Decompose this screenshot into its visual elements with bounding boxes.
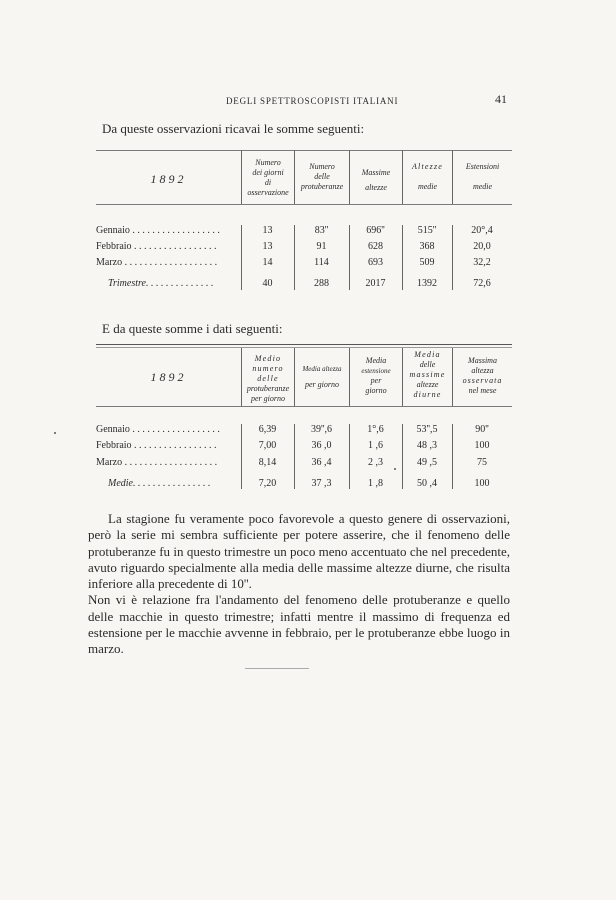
table-header-rule <box>96 204 512 205</box>
intro-sentence-2: E da queste somme i dati seguenti: <box>102 321 283 336</box>
column-header: Massima altezza osservata nel mese <box>462 356 503 395</box>
table-top-rule <box>96 150 512 151</box>
column-header: Numero dei giorni di osservazione <box>247 158 289 197</box>
margin-mark <box>394 468 396 470</box>
column-header: Media estensione per giorno <box>361 356 391 395</box>
paragraph: La stagione fu veramente poco favorevole a questo genere di osservazioni, però la serie mi sembra sufficiente per potere asserire, che il fenomeno delle protuberanze fu in questo trimestre un poco meno accentuato che nel precedente, avuto riguardo specialmente alla media delle massime altezze diurne, che risulta inferiore alla precedente di 10''. <box>88 511 510 592</box>
column-divider <box>241 150 242 204</box>
margin-mark <box>54 432 56 434</box>
column-header: Medio numero delle protuberanze per giorno <box>246 354 290 403</box>
column-header: Altezze medie <box>411 162 444 191</box>
column-header: Estensioni medie <box>465 162 500 191</box>
column-header: Massime altezze <box>361 168 391 192</box>
table-year: 1892 <box>150 172 187 186</box>
paragraph: Non vi è relazione fra l'andamento del fenomeno delle protuberanze e quello delle macchie in questo trimestre; infatti mentre il massimo di frequenza ed estensione per le macchie avvenne in febbraio, per le protuberanze ebbe luogo in marzo. <box>88 592 510 657</box>
running-title: DEGLI SPETTROSCOPISTI ITALIANI <box>226 96 399 106</box>
table-header-rule <box>96 406 512 407</box>
end-rule <box>245 668 309 669</box>
table-year: 1892 <box>150 370 187 384</box>
table-derived-data: 1892 Medio numero delle protuberanze per giorno Media altezza per giorno Media estensione per giorno Media delle massime altezze diurne Massima altezza osservata nel mese Gennaio . . . . . . . . . . . . . . . . . . 6,39 39'',6 1°,6 53'',5 90'' Febbraio . . . . . . . . . . . . . . . . . 7,00 36 ,0 1 ,6 48 ,3 100 Marzo . . . . . . . . . . . . . . . . . . . 8,14 36 ,4 2 ,3 49 ,5 75 Medie. . . . . . . . . . . . . . . . 7,20 37 ,3 1 ,8 50 ,4 100 <box>96 344 512 494</box>
table-sums: 1892 Numero dei giorni di osservazione Numero delle protuberanze Massime altezze Altezze medie Estensioni medie Gennaio . . . . . . . . . . . . . . . . . . 13 83'' 696'' 515'' 20°,4 Febbraio . . . . . . . . . . . . . . . . . 13 91 628 368 20,0 Marzo . . . . . . . . . . . . . . . . . . . 14 114 693 509 32,2 Trimestre. . . . . . . . . . . . . . 40 288 2017 1392 72,6 <box>96 150 512 300</box>
table-top-rule <box>96 344 512 348</box>
body-text <box>88 511 510 658</box>
column-header: Media delle massime altezze diurne <box>409 350 446 399</box>
column-header: Media altezza per giorno <box>302 365 342 389</box>
intro-sentence-1: Da queste osservazioni ricavai le somme seguenti: <box>102 121 365 136</box>
page-number: 41 <box>495 92 507 106</box>
column-header: Numero delle protuberanze <box>300 162 344 191</box>
